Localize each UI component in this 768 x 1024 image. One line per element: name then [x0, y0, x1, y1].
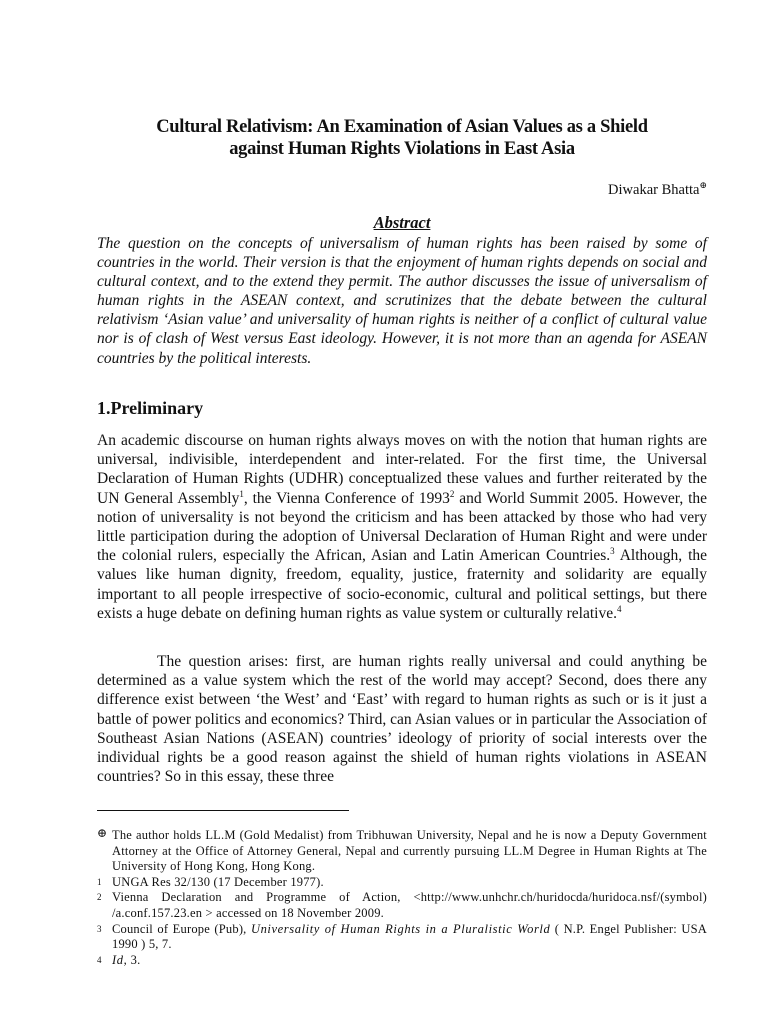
footnote-mark: 1 [97, 876, 102, 887]
footnote-ref-2: 2 [449, 488, 455, 499]
paragraph-1-text-d: Although, the values like human dignity, freedom, equality, justice, fraternity and solidarity are equally important to all people irrespective of socio-economic, cultural and political settings, but there exists a huge debate on defining human rights as value system or culturally relative. [97, 547, 707, 622]
footnotes [97, 828, 707, 968]
title-line-1: Cultural Relativism: An Examination of Asian Values as a Shield [156, 117, 648, 137]
section-heading: 1.Preliminary [97, 398, 204, 418]
footnote-4 [97, 953, 707, 969]
footnote-text: Vienna Declaration and Programme of Action, <http://www.unhchr.ch/huridocda/huridoca.nsf/(symbol) /a.conf.157.23.en > accessed on 18 November 2009. [112, 890, 707, 920]
paragraph-2: The question arises: first, are human rights really universal and could anything be determined as a value system which the rest of the world may accept? Second, does there any difference exist between ‘the West’ and ‘East’ with regard to human rights as such or is it just a battle of power politics and economics? Third, can Asian values or in particular the Association of Southeast Asian Nations (ASEAN) countries’ ideology of priority of social interests over the individual rights be a good reason against the shield of human rights violations in ASEAN countries? So in this essay, these three [97, 653, 707, 786]
paragraph-1-text-b: , the Vienna Conference of 1993 [243, 489, 450, 507]
title-line-2: against Human Rights Violations in East Asia [229, 139, 575, 159]
footnote-mark: ⊕ [97, 826, 108, 840]
footnote-mark: 2 [97, 892, 102, 903]
paragraph-1-text-a: An academic discourse on human rights always moves on with the notion that human rights are universal, indivisible, interdependent and inter-related. For the first time, the Universal Declaration of Human Rights (UDHR) conceptualized these values and further reiterated by the UN General Assembly [97, 432, 707, 507]
paragraph-1 [97, 431, 707, 623]
paragraph-1-text-c: and World Summit 2005. However, the notion of universality is not beyond the criticism and has been attacked by those who had very little participation during the adoption of Universal Declaration of Human Right and were under the colonial rulers, especially the African, Asian and Latin American Countries. [97, 489, 708, 565]
footnote-book-title: Universality of Human Rights in a Pluralistic World [250, 921, 551, 936]
footnote-text-post: ( N.P. Engel Publisher: USA 1990 ) 5, 7. [112, 921, 707, 952]
footnote-text: UNGA Res 32/130 (17 December 1977). [112, 874, 324, 889]
abstract-heading: Abstract [373, 213, 431, 232]
footnote-1 [97, 875, 707, 891]
paper-title [97, 116, 707, 160]
author-name: Diwakar Bhatta [608, 181, 700, 198]
footnote-text-post: 3. [127, 952, 141, 967]
footnote-mark: 4 [97, 954, 102, 965]
author-footnote-mark: ⊕ [699, 180, 707, 190]
footnote-ibid: Id, [112, 952, 128, 967]
footnote-divider [97, 810, 349, 811]
author-line [608, 176, 707, 199]
footnote-text: The author holds LL.M (Gold Medalist) from Tribhuwan University, Nepal and he is now a Deputy Government Attorney at the Office of Attorney General, Nepal and currently pursuing LL.M Degree in Human Rights at The University of Hong Kong, Hong Kong. [112, 828, 707, 874]
footnote-2 [97, 890, 707, 921]
footnote-ref-1: 1 [239, 488, 244, 499]
footnote-author [97, 828, 707, 875]
footnote-ref-4: 4 [616, 603, 622, 614]
abstract-text: The question on the concepts of universalism of human rights has been raised by some of countries in the world. Their version is that the enjoyment of human rights depends on social and cultural context, and to the extend they permit. The author discusses the issue of universalism of human rights in the ASEAN context, and scrutinizes that the debate between the cultural relativism ‘Asian value’ and universality of human rights is neither of a conflict of cultural value nor is of clash of West versus East ideology. However, it is not more than an agenda for ASEAN countries by the political interests. [97, 235, 707, 367]
footnote-3 [97, 922, 707, 953]
footnote-text-pre: Council of Europe (Pub), [112, 921, 251, 936]
footnote-mark: 3 [97, 923, 102, 934]
footnote-ref-3: 3 [610, 546, 615, 557]
